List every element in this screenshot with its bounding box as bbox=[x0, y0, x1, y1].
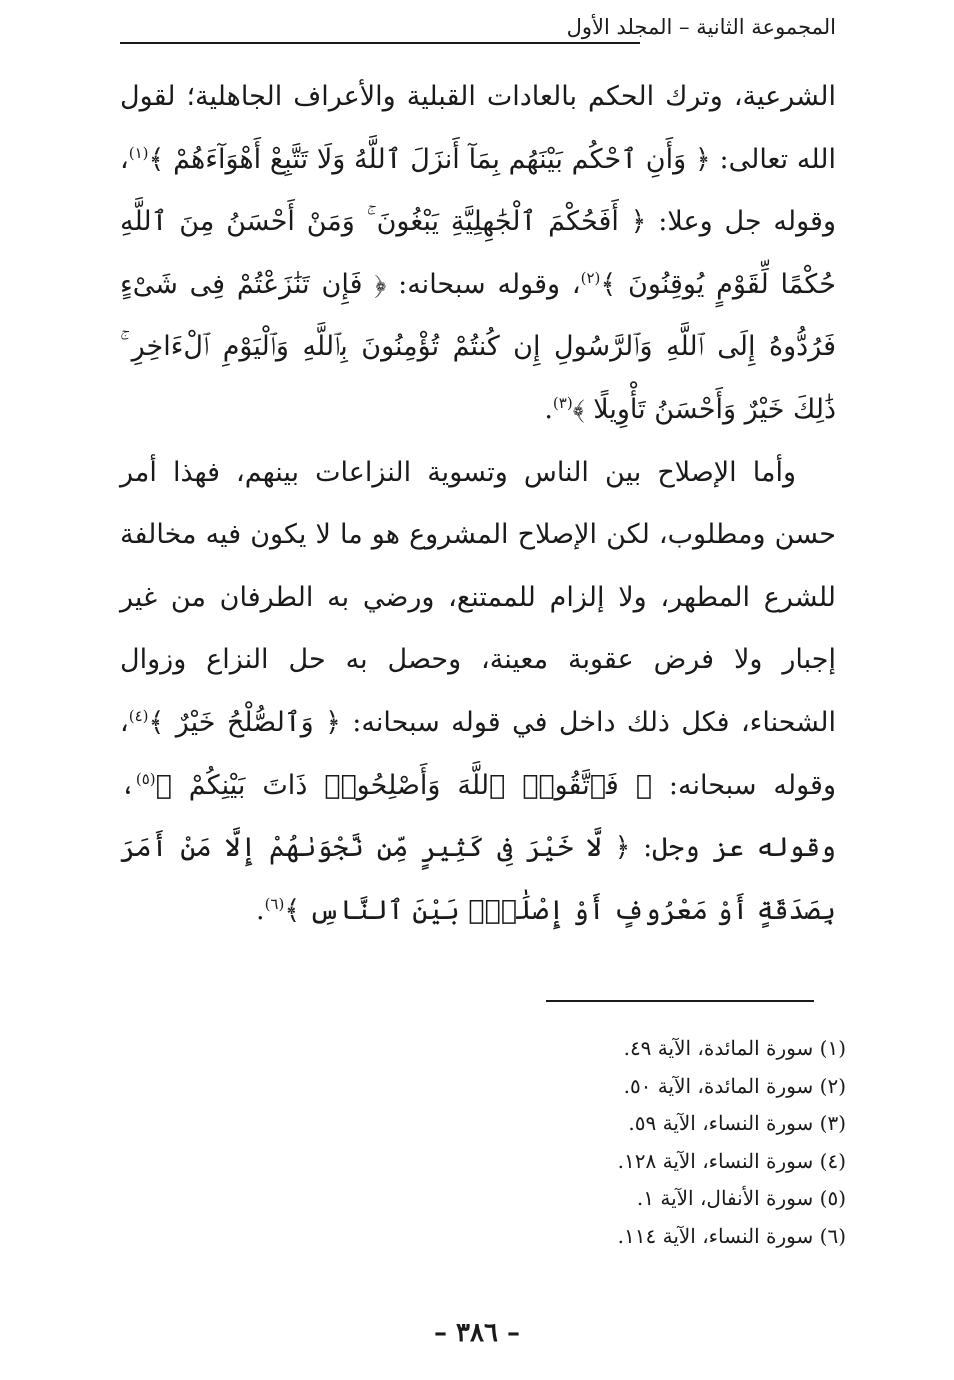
footnote-ref-4: (٤) bbox=[128, 706, 149, 725]
running-header bbox=[120, 10, 836, 44]
paragraph-2-part-1: وأما الإصلاح بين الناس وتسوية النزاعات بينهم، فهذا أمر حسن ومطلوب، لكن الإصلاح المشروع هو ما لا يكون فيه مخالفة للشرع المطهر، ولا إلزام للممتنع، ورضي به الطرفان من غير إجبار ولا فرض عقوبة معينة، وحصل به حل النزاع وزوال الشحناء، فكل ذلك داخل في قوله سبحانه: ﴿ وَٱلصُّلْحُ خَيْرٌ ﴾ bbox=[120, 456, 836, 738]
paragraph-2 bbox=[120, 442, 836, 943]
footnotes bbox=[346, 1030, 846, 1256]
footnote-ref-6: (٦) bbox=[264, 894, 285, 913]
paragraph-1-end: . bbox=[544, 393, 553, 425]
footnote-2: (٢) سورة المائدة، الآية ٥٠. bbox=[623, 1073, 846, 1098]
footnote-5: (٥) سورة الأنفال، الآية ١. bbox=[636, 1186, 846, 1211]
footnote-6: (٦) سورة النساء، الآية ١١٤. bbox=[617, 1223, 846, 1248]
footnote-ref-5: (٥) bbox=[135, 769, 156, 788]
paragraph-1-part-1: الشرعية، وترك الحكم بالعادات القبلية والأعراف الجاهلية؛ لقول الله تعالى: ﴿ وَأَنِ ٱحْكُم بَيْنَهُم بِمَآ أَنزَلَ ٱللَّهُ وَلَا تَتَّبِعْ أَهْوَآءَهُمْ ﴾ bbox=[120, 81, 836, 175]
header-rule bbox=[120, 42, 640, 44]
paragraph-2-part-3: ، وقوله عز وجل: ﴿ لَّا خَيْرَ فِى كَثِيرٍ مِّن نَّجْوَىٰهُمْ إِلَّا مَنْ أَمَرَ بِصَدَقَةٍ أَوْ مَعْرُوفٍ أَوْ إِصْلَٰحٍۭ بَيْنَ ٱلنَّاسِ ﴾ bbox=[120, 769, 836, 926]
paragraph-1 bbox=[120, 66, 836, 442]
page-number: – ٣٨٦ – bbox=[433, 1318, 521, 1348]
paragraph-1-part-3: ، وقوله سبحانه: ﴿ فَإِن تَنَٰزَعْتُمْ فِى شَىْءٍ فَرُدُّوهُ إِلَى ٱللَّهِ وَٱلرَّسُولِ إِن كُنتُمْ تُؤْمِنُونَ بِٱللَّهِ وَٱلْيَوْمِ ٱلْءَاخِرِ ۚ ذَٰلِكَ خَيْرٌ وَأَحْسَنُ تَأْوِيلًا ﴾ bbox=[120, 268, 836, 425]
footnote-separator bbox=[546, 1000, 814, 1002]
paragraph-2-part-2: ، وقوله سبحانه: ﴿ فَٱتَّقُوا۟ ٱللَّهَ وَأَصْلِحُوا۟ ذَاتَ بَيْنِكُمْ ﴾ bbox=[120, 706, 836, 801]
footnote-ref-1: (١) bbox=[128, 143, 149, 162]
paragraph-1-part-2: ، وقوله جل وعلا: ﴿ أَفَحُكْمَ ٱلْجَٰهِلِيَّةِ يَبْغُونَ ۚ وَمَنْ أَحْسَنُ مِنَ ٱللَّهِ حُكْمًا لِّقَوْمٍ يُوقِنُونَ ﴾ bbox=[120, 143, 836, 300]
main-text bbox=[120, 66, 836, 942]
header-title: المجموعة الثانية – المجلد الأول bbox=[566, 15, 836, 39]
footnote-ref-2: (٢) bbox=[580, 268, 601, 287]
footnote-1: (١) سورة المائدة، الآية ٤٩. bbox=[623, 1036, 846, 1060]
footnote-3: (٣) سورة النساء، الآية ٥٩. bbox=[628, 1111, 846, 1136]
footnote-ref-3: (٣) bbox=[552, 393, 573, 412]
footnote-4: (٤) سورة النساء، الآية ١٢٨. bbox=[617, 1148, 846, 1173]
paragraph-2-end: . bbox=[255, 894, 265, 926]
